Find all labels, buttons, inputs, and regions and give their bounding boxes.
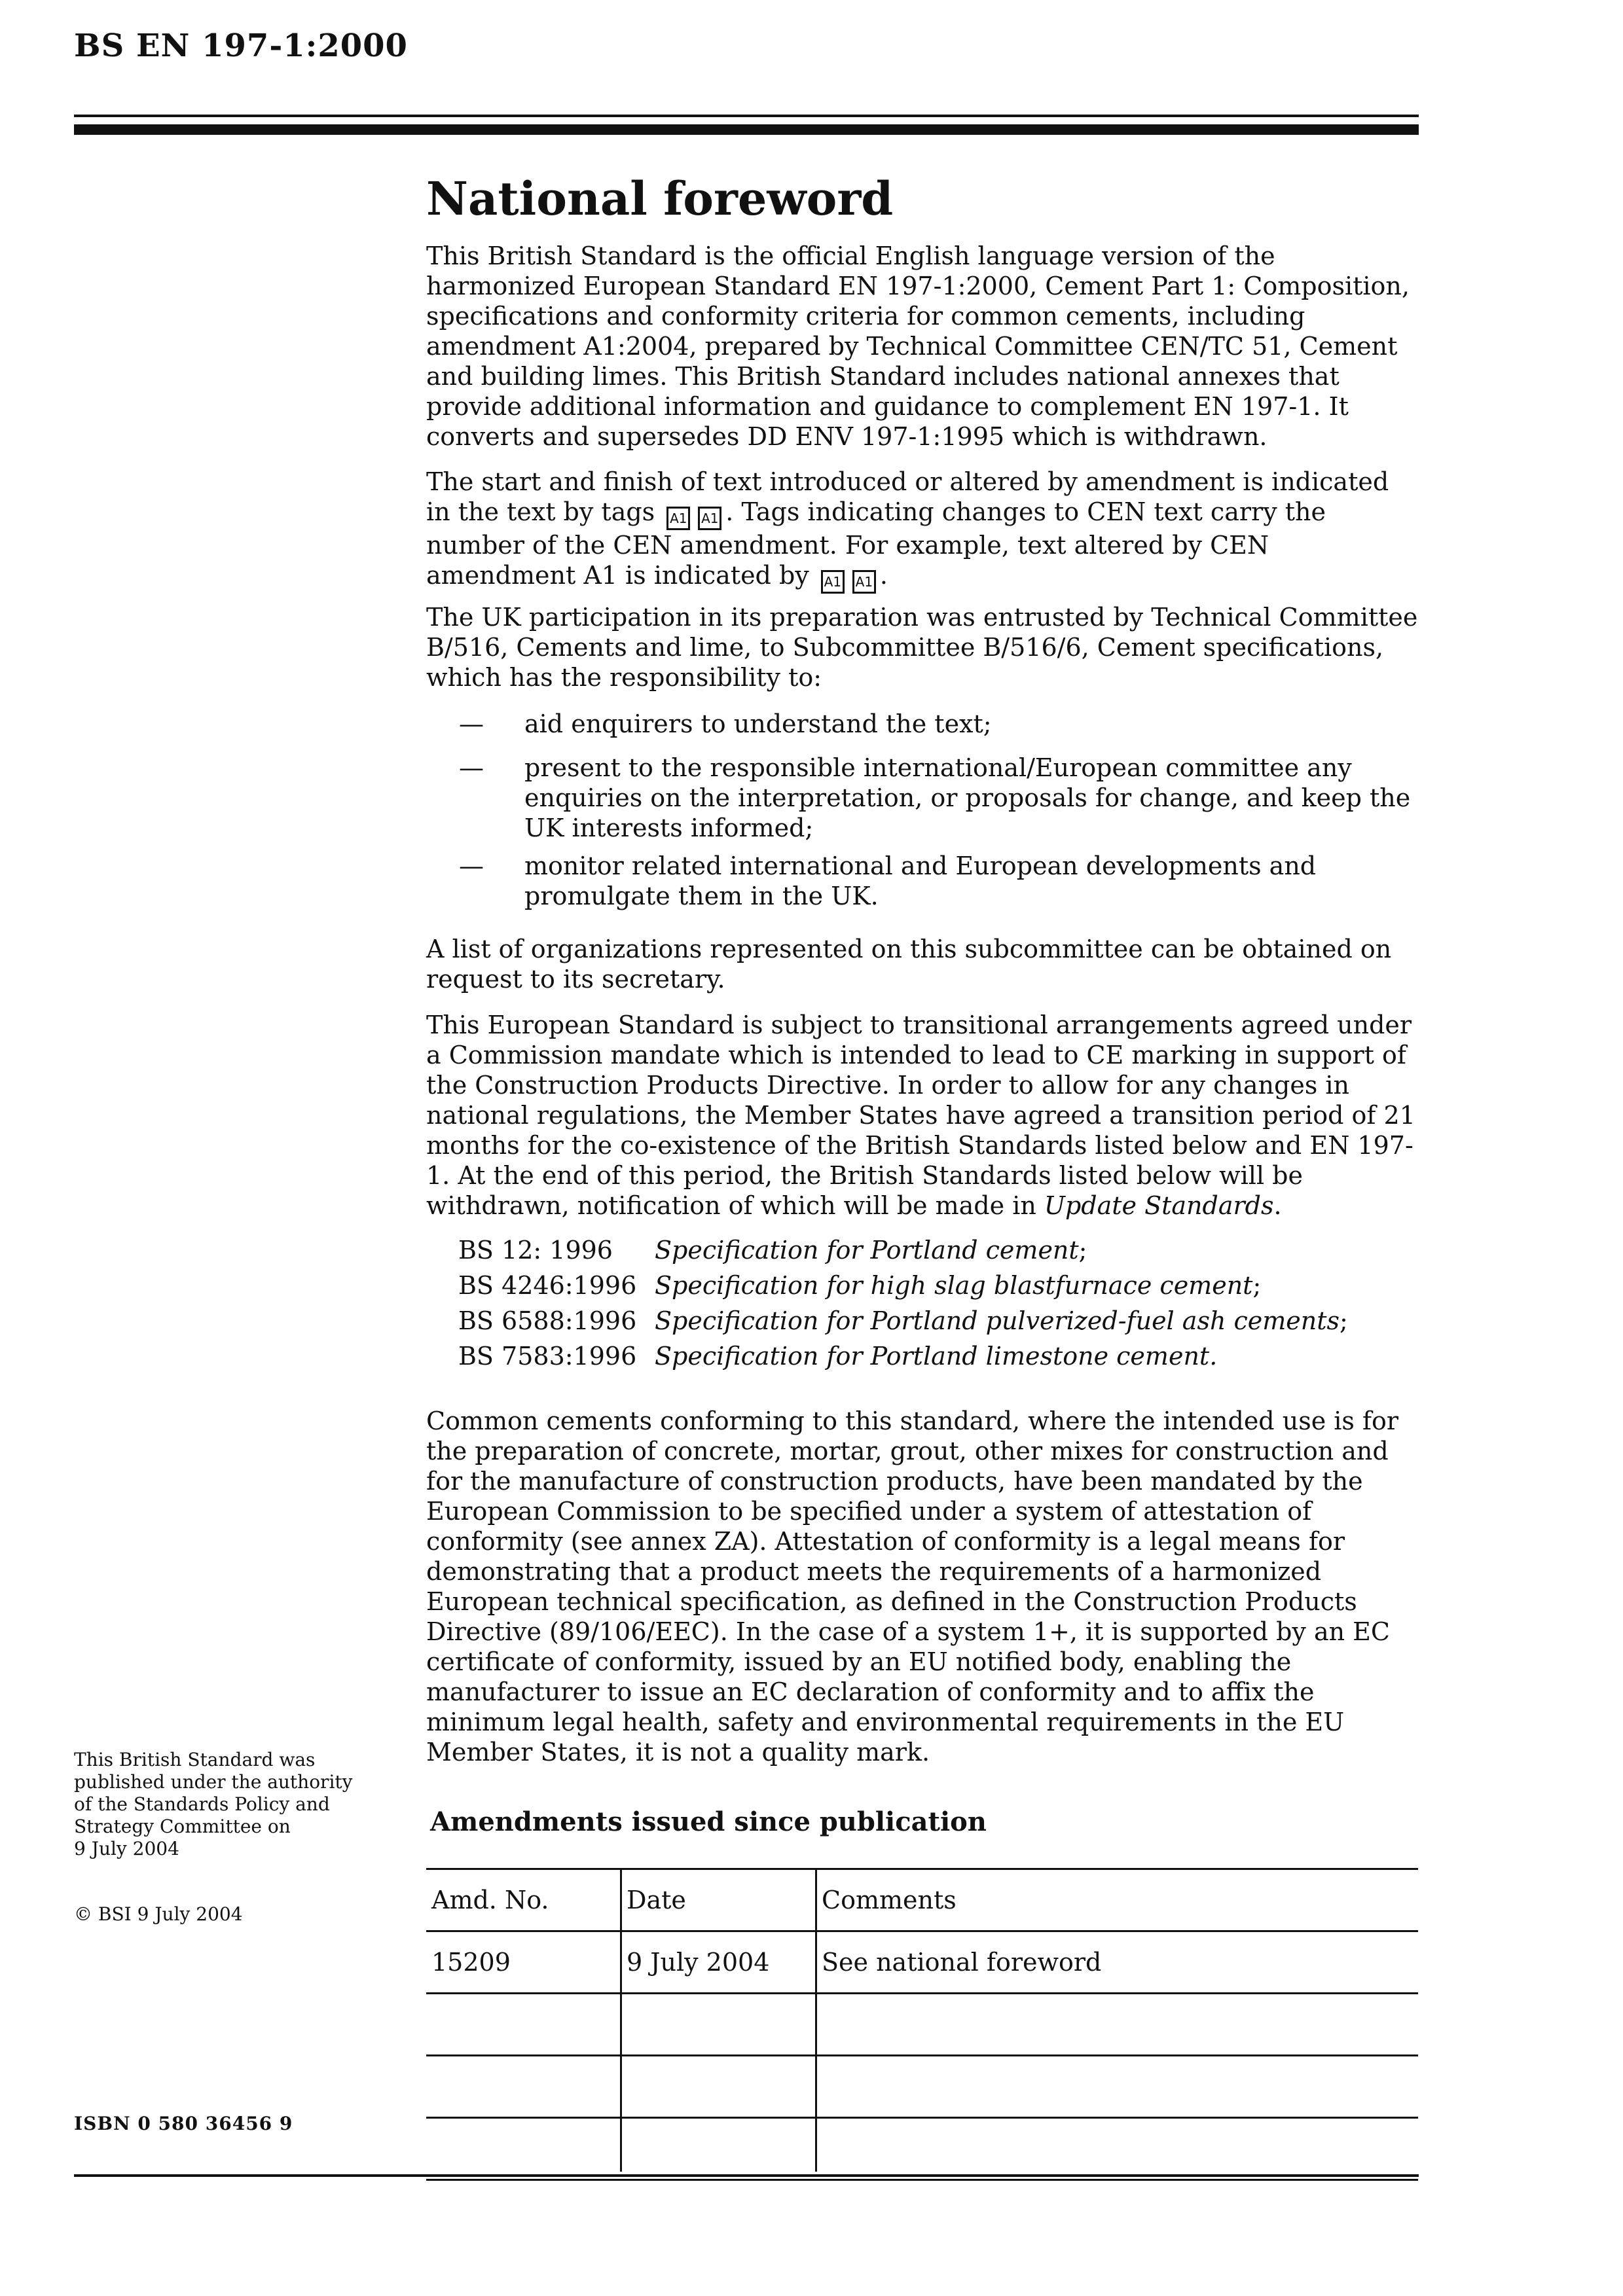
list-item-text: monitor related international and European developments and promulgate them in the UK.: [524, 852, 1317, 910]
list-dash: —: [459, 852, 484, 880]
bs-code: BS 7583:1996: [458, 1342, 637, 1371]
copyright-notice: © BSI 9 July 2004: [74, 1903, 243, 1925]
column-header: Amd. No.: [431, 1886, 549, 1914]
amendments-table: [426, 1868, 1418, 2181]
update-standards-reference: Update Standards: [1044, 1191, 1274, 1220]
bs-title: Specification for high slag blastfurnace cement;: [655, 1271, 1262, 1300]
column-header: Date: [627, 1886, 686, 1914]
bs-code: BS 6588:1996: [458, 1306, 637, 1335]
list-dash: —: [459, 709, 484, 738]
isbn: ISBN 0 580 36456 9: [74, 2113, 293, 2134]
amendment-open-tag-icon: A1: [821, 570, 845, 594]
header-rule-thick: [74, 124, 1419, 135]
list-dash: —: [459, 753, 484, 782]
table-cell: 15209: [431, 1948, 511, 1977]
page-title: National foreword: [426, 171, 894, 226]
header-rule-thin: [74, 115, 1419, 117]
column-header: Comments: [822, 1886, 957, 1914]
bs-code: BS 12: 1996: [458, 1236, 613, 1265]
bs-title: Specification for Portland cement;: [655, 1236, 1087, 1265]
list-item-text: present to the responsible international/European committee any enquiries on the interpretation, or proposals for change, and keep the UK interests informed;: [524, 753, 1411, 842]
publication-note: This British Standard was published under the authority of the Standards Policy and Strategy Committee on 9 July 2004: [74, 1749, 353, 1859]
amendment-open-tag-icon: A1: [666, 507, 690, 530]
amendment-close-tag-icon: A1: [852, 570, 876, 594]
organizations-paragraph: A list of organizations represented on this subcommittee can be obtained on request to its secretary.: [426, 935, 1392, 994]
table-row: [426, 2117, 1418, 2181]
amendment-tags-paragraph: The start and finish of text introduced or altered by amendment is indicated in the text by tags A1 A1 . Tags indicating changes to CEN text carry the number of the CEN amendment. For example, text altered by CEN amendment A1 is indicated by A1 A1 .: [426, 467, 1418, 594]
bs-title: Specification for Portland pulverized-fuel ash cements;: [655, 1306, 1348, 1335]
list-item-text: aid enquirers to understand the text;: [524, 709, 992, 738]
standard-number: BS EN 197-1:2000: [74, 27, 408, 64]
uk-participation-paragraph: The UK participation in its preparation was entrusted by Technical Committee B/516, Cements and lime, to Subcommittee B/516/6, Cement specifications, which has the responsibility to:: [426, 603, 1418, 692]
table-column-divider: [620, 1868, 622, 2172]
intro-paragraph: This British Standard is the official English language version of the harmonized European Standard EN 197-1:2000, Cement Part 1: Composition, specifications and conformity criteria for common cements, including amendment A1:2004, prepared by Technical Committee CEN/TC 51, Cement and building limes. This British Standard includes national annexes that provide additional information and guidance to complement EN 197-1. It converts and supersedes DD ENV 197-1:1995 which is withdrawn.: [426, 242, 1410, 451]
amendments-title: Amendments issued since publication: [430, 1806, 987, 1837]
table-row: [426, 1992, 1418, 2054]
bs-title: Specification for Portland limestone cement.: [655, 1342, 1218, 1371]
table-row: [426, 2054, 1418, 2117]
table-cell: See national foreword: [822, 1948, 1102, 1977]
table-cell: 9 July 2004: [627, 1948, 770, 1977]
table-row: [426, 1930, 1418, 1992]
footer-rule: [74, 2174, 1419, 2177]
transition-paragraph: This European Standard is subject to transitional arrangements agreed under a Commission mandate which is intended to lead to CE marking in support of the Construction Products Directive. In order to allow for any changes in national regulations, the Member States have agreed a transition period of 21 months for the co-existence of the British Standards listed below and EN 197-1. At the end of this period, the British Standards listed below will be withdrawn, notification of which will be made in Update Standards.: [426, 1011, 1415, 1220]
bs-code: BS 4246:1996: [458, 1271, 637, 1300]
table-column-divider: [815, 1868, 817, 2172]
amendment-close-tag-icon: A1: [698, 507, 721, 530]
common-cements-paragraph: Common cements conforming to this standard, where the intended use is for the preparation of concrete, mortar, grout, other mixes for construction and for the manufacture of construction products, have been mandated by the European Commission to be specified under a system of attestation of conformity (see annex ZA). Attestation of conformity is a legal means for demonstrating that a product meets the requirements of a harmonized European technical specification, as defined in the Construction Products Directive (89/106/EEC). In the case of a system 1+, it is supported by an EC certificate of conformity, issued by an EU notified body, enabling the manufacturer to issue an EC declaration of conformity and to affix the minimum legal health, safety and environmental requirements in the EU Member States, it is not a quality mark.: [426, 1407, 1399, 1767]
table-header-row: [426, 1868, 1418, 1930]
